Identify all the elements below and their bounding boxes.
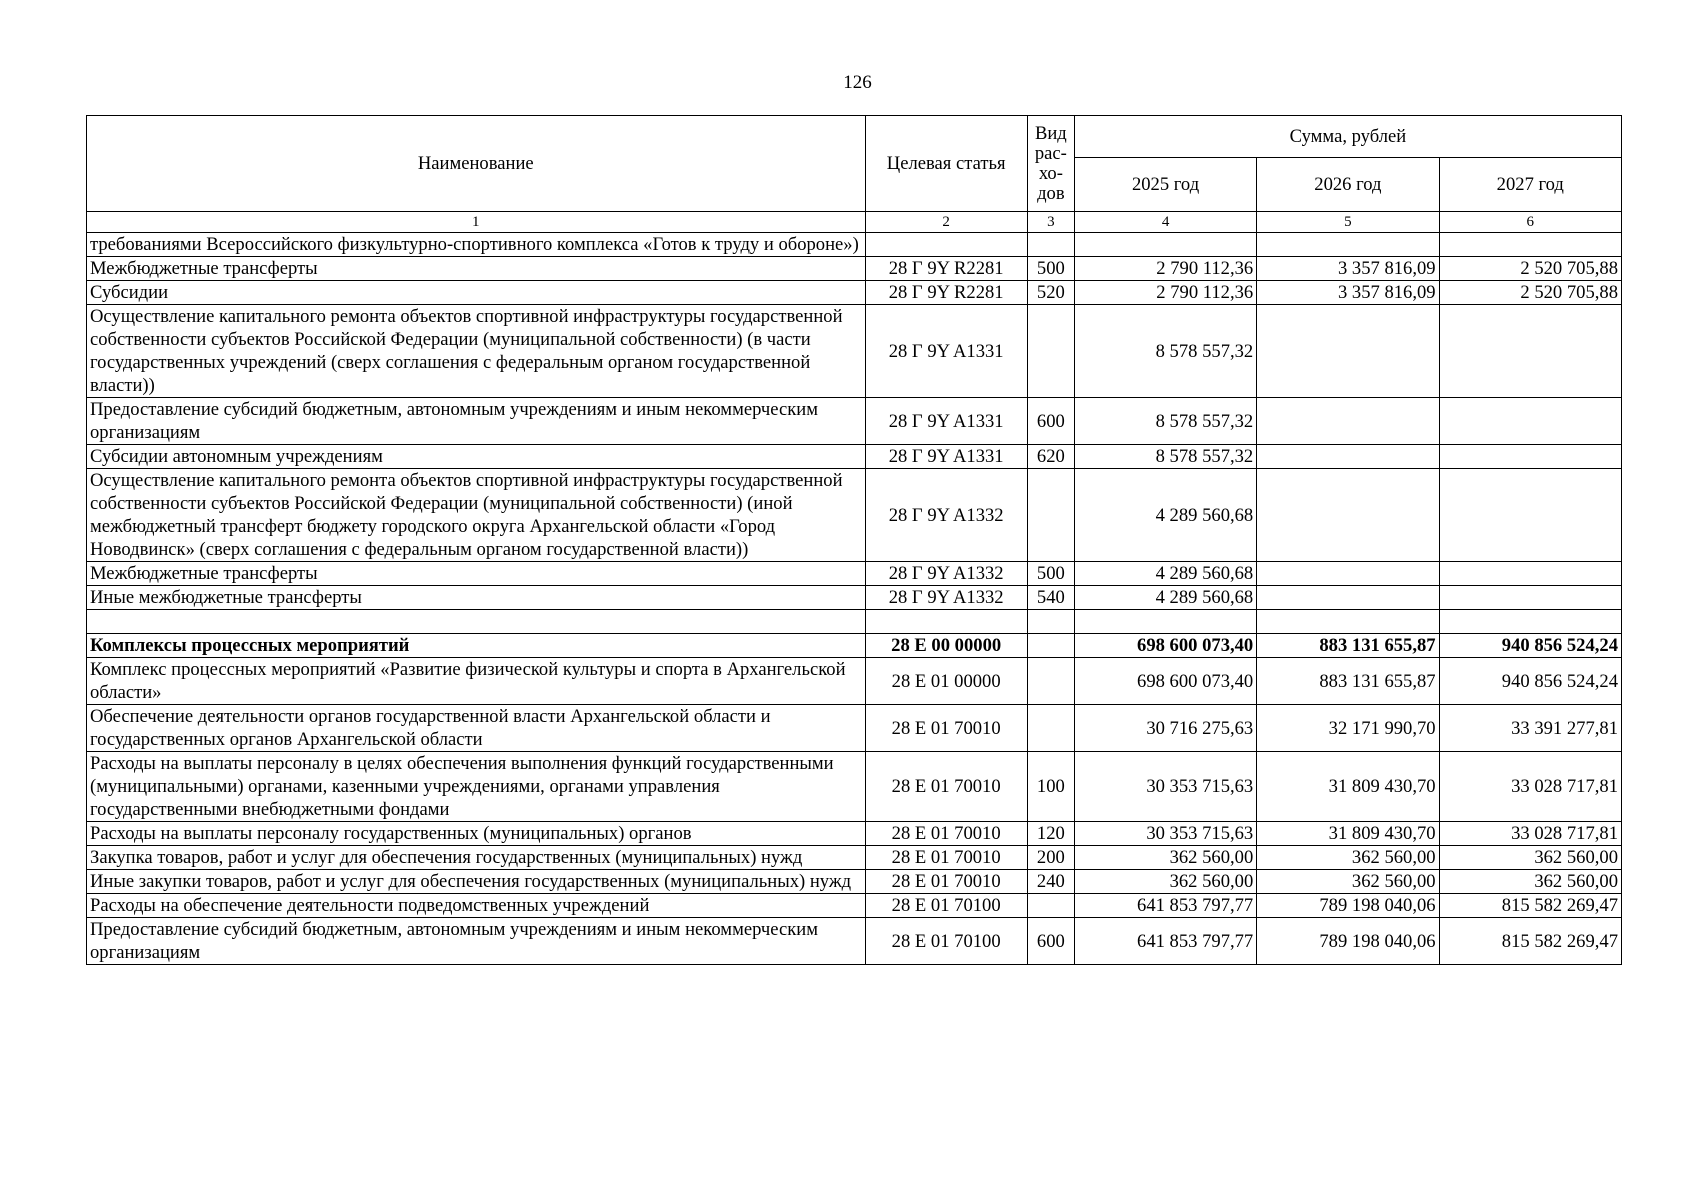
row-amount-2025-cell <box>1074 610 1256 634</box>
row-target-article-cell: 28 Г 9Y A1331 <box>865 398 1027 445</box>
row-expense-kind-cell: 100 <box>1027 752 1074 822</box>
row-amount-2027-cell <box>1439 562 1621 586</box>
row-amount-2025-cell: 641 853 797,77 <box>1074 894 1256 918</box>
table-row <box>87 233 1622 257</box>
row-target-article-cell: 28 Г 9Y A1332 <box>865 469 1027 562</box>
page-number: 126 <box>843 72 872 93</box>
row-expense-kind-cell: 540 <box>1027 586 1074 610</box>
table-row <box>87 918 1622 965</box>
row-target-article-cell: 28 Г 9Y R2281 <box>865 281 1027 305</box>
row-amount-2025-cell: 641 853 797,77 <box>1074 918 1256 965</box>
row-expense-kind-cell: 240 <box>1027 870 1074 894</box>
table-row <box>87 752 1622 822</box>
row-name-cell: Расходы на обеспечение деятельности подведомственных учреждений <box>87 894 866 918</box>
row-amount-2025-cell: 2 790 112,36 <box>1074 257 1256 281</box>
row-amount-2026-cell: 362 560,00 <box>1257 870 1439 894</box>
row-target-article-cell: 28 Е 00 00000 <box>865 634 1027 658</box>
row-amount-2027-cell: 362 560,00 <box>1439 870 1621 894</box>
row-amount-2027-cell <box>1439 610 1621 634</box>
row-target-article-cell: 28 Г 9Y A1331 <box>865 445 1027 469</box>
row-target-article-cell: 28 Е 01 70010 <box>865 870 1027 894</box>
row-expense-kind-cell <box>1027 233 1074 257</box>
header-sum: Сумма, рублей <box>1074 116 1621 158</box>
row-amount-2025-cell: 30 353 715,63 <box>1074 822 1256 846</box>
row-expense-kind-cell: 120 <box>1027 822 1074 846</box>
row-name-cell: Закупка товаров, работ и услуг для обеспечения государственных (муниципальных) нужд <box>87 846 866 870</box>
row-expense-kind-cell <box>1027 894 1074 918</box>
row-target-article-cell: 28 Е 01 70010 <box>865 752 1027 822</box>
row-amount-2027-cell <box>1439 469 1621 562</box>
row-amount-2026-cell: 3 357 816,09 <box>1257 257 1439 281</box>
row-expense-kind-cell: 520 <box>1027 281 1074 305</box>
table-row <box>87 257 1622 281</box>
row-amount-2026-cell: 31 809 430,70 <box>1257 752 1439 822</box>
row-expense-kind-cell <box>1027 305 1074 398</box>
row-amount-2026-cell <box>1257 562 1439 586</box>
row-name-cell: Межбюджетные трансферты <box>87 562 866 586</box>
row-amount-2025-cell: 698 600 073,40 <box>1074 634 1256 658</box>
row-amount-2026-cell: 883 131 655,87 <box>1257 658 1439 705</box>
row-name-cell: Осуществление капитального ремонта объектов спортивной инфраструктуры государственной собственности субъектов Российской Федерации (муниципальной собственности) (иной межбюджетный трансферт бюджету городского округа Архангельской области «Город Новодвинск» (сверх соглашения с федеральным органом государственной власти)) <box>87 469 866 562</box>
row-target-article-cell: 28 Е 01 70010 <box>865 846 1027 870</box>
row-name-cell: Комплекс процессных мероприятий «Развитие физической культуры и спорта в Архангельской области» <box>87 658 866 705</box>
row-amount-2027-cell <box>1439 305 1621 398</box>
row-amount-2026-cell <box>1257 233 1439 257</box>
table-row <box>87 610 1622 634</box>
row-amount-2026-cell <box>1257 445 1439 469</box>
header-expense-kind-line: хо- <box>1038 162 1063 184</box>
row-name-cell: Обеспечение деятельности органов государственной власти Архангельской области и государственных органов Архангельской области <box>87 705 866 752</box>
table-row <box>87 822 1622 846</box>
header-expense-kind-line: Вид <box>1034 122 1067 144</box>
row-amount-2025-cell: 362 560,00 <box>1074 846 1256 870</box>
row-amount-2026-cell: 883 131 655,87 <box>1257 634 1439 658</box>
row-name-cell: Иные межбюджетные трансферты <box>87 586 866 610</box>
header-expense-kind <box>1027 116 1074 212</box>
table-body <box>87 233 1622 965</box>
row-target-article-cell: 28 Е 01 70010 <box>865 705 1027 752</box>
row-target-article-cell: 28 Е 01 70010 <box>865 822 1027 846</box>
row-amount-2025-cell: 8 578 557,32 <box>1074 398 1256 445</box>
table-row <box>87 894 1622 918</box>
row-amount-2027-cell <box>1439 233 1621 257</box>
table-row <box>87 281 1622 305</box>
row-name-cell: Предоставление субсидий бюджетным, автономным учреждениям и иным некоммерческим организациям <box>87 918 866 965</box>
row-name-cell: Иные закупки товаров, работ и услуг для обеспечения государственных (муниципальных) нужд <box>87 870 866 894</box>
row-expense-kind-cell: 200 <box>1027 846 1074 870</box>
header-expense-kind-line: рас- <box>1034 142 1067 164</box>
column-number: 1 <box>87 212 866 233</box>
row-amount-2025-cell <box>1074 233 1256 257</box>
column-number: 3 <box>1027 212 1074 233</box>
row-amount-2026-cell <box>1257 398 1439 445</box>
table-row <box>87 634 1622 658</box>
column-number: 2 <box>865 212 1027 233</box>
row-name-cell: требованиями Всероссийского физкультурно-спортивного комплекса «Готов к труду и обороне») <box>87 233 866 257</box>
row-target-article-cell: 28 Г 9Y A1331 <box>865 305 1027 398</box>
row-expense-kind-cell: 600 <box>1027 918 1074 965</box>
row-expense-kind-cell: 500 <box>1027 257 1074 281</box>
row-name-cell: Расходы на выплаты персоналу в целях обеспечения выполнения функций государственными (муниципальными) органами, казенными учреждениями, органами управления государственными внебюджетными фондами <box>87 752 866 822</box>
row-target-article-cell <box>865 610 1027 634</box>
row-amount-2026-cell <box>1257 610 1439 634</box>
row-amount-2027-cell: 33 028 717,81 <box>1439 822 1621 846</box>
row-expense-kind-cell: 500 <box>1027 562 1074 586</box>
table-row <box>87 305 1622 398</box>
column-number-row <box>87 212 1622 233</box>
row-name-cell: Расходы на выплаты персоналу государственных (муниципальных) органов <box>87 822 866 846</box>
row-amount-2025-cell: 2 790 112,36 <box>1074 281 1256 305</box>
row-target-article-cell <box>865 233 1027 257</box>
row-amount-2027-cell: 940 856 524,24 <box>1439 634 1621 658</box>
row-amount-2025-cell: 30 353 715,63 <box>1074 752 1256 822</box>
table-row <box>87 870 1622 894</box>
row-amount-2027-cell: 362 560,00 <box>1439 846 1621 870</box>
row-amount-2026-cell: 362 560,00 <box>1257 846 1439 870</box>
row-expense-kind-cell <box>1027 634 1074 658</box>
row-amount-2025-cell: 4 289 560,68 <box>1074 469 1256 562</box>
row-amount-2027-cell <box>1439 445 1621 469</box>
row-name-cell: Комплексы процессных мероприятий <box>87 634 866 658</box>
row-amount-2025-cell: 8 578 557,32 <box>1074 445 1256 469</box>
table-row <box>87 398 1622 445</box>
header-expense-kind-line: дов <box>1037 182 1065 204</box>
row-amount-2026-cell: 3 357 816,09 <box>1257 281 1439 305</box>
row-amount-2026-cell: 789 198 040,06 <box>1257 894 1439 918</box>
row-name-cell <box>87 610 866 634</box>
row-amount-2025-cell: 8 578 557,32 <box>1074 305 1256 398</box>
row-amount-2025-cell: 4 289 560,68 <box>1074 586 1256 610</box>
row-target-article-cell: 28 Е 01 70100 <box>865 918 1027 965</box>
row-target-article-cell: 28 Г 9Y A1332 <box>865 586 1027 610</box>
row-expense-kind-cell: 600 <box>1027 398 1074 445</box>
row-amount-2026-cell <box>1257 586 1439 610</box>
table-row <box>87 586 1622 610</box>
row-amount-2027-cell: 33 028 717,81 <box>1439 752 1621 822</box>
row-amount-2027-cell <box>1439 398 1621 445</box>
header-year-2025: 2025 год <box>1074 158 1256 212</box>
table-row <box>87 658 1622 705</box>
header-name: Наименование <box>87 116 866 212</box>
budget-table <box>86 115 1622 965</box>
column-number: 6 <box>1439 212 1621 233</box>
table-row <box>87 445 1622 469</box>
row-amount-2025-cell: 698 600 073,40 <box>1074 658 1256 705</box>
table-row <box>87 846 1622 870</box>
row-amount-2026-cell <box>1257 305 1439 398</box>
row-target-article-cell: 28 Г 9Y A1332 <box>865 562 1027 586</box>
row-target-article-cell: 28 Е 01 00000 <box>865 658 1027 705</box>
row-target-article-cell: 28 Г 9Y R2281 <box>865 257 1027 281</box>
column-number: 4 <box>1074 212 1256 233</box>
header-year-2027: 2027 год <box>1439 158 1621 212</box>
row-amount-2025-cell: 30 716 275,63 <box>1074 705 1256 752</box>
table-row <box>87 562 1622 586</box>
row-amount-2025-cell: 4 289 560,68 <box>1074 562 1256 586</box>
row-amount-2026-cell: 789 198 040,06 <box>1257 918 1439 965</box>
row-expense-kind-cell <box>1027 469 1074 562</box>
row-amount-2027-cell <box>1439 586 1621 610</box>
row-expense-kind-cell <box>1027 658 1074 705</box>
column-number: 5 <box>1257 212 1439 233</box>
row-name-cell: Субсидии <box>87 281 866 305</box>
row-name-cell: Межбюджетные трансферты <box>87 257 866 281</box>
row-name-cell: Предоставление субсидий бюджетным, автономным учреждениям и иным некоммерческим организациям <box>87 398 866 445</box>
row-amount-2027-cell: 940 856 524,24 <box>1439 658 1621 705</box>
row-amount-2026-cell <box>1257 469 1439 562</box>
row-expense-kind-cell: 620 <box>1027 445 1074 469</box>
row-amount-2025-cell: 362 560,00 <box>1074 870 1256 894</box>
header-target-article: Целевая статья <box>865 116 1027 212</box>
row-amount-2027-cell: 2 520 705,88 <box>1439 281 1621 305</box>
row-target-article-cell: 28 Е 01 70100 <box>865 894 1027 918</box>
row-amount-2026-cell: 31 809 430,70 <box>1257 822 1439 846</box>
row-amount-2027-cell: 33 391 277,81 <box>1439 705 1621 752</box>
table-row <box>87 705 1622 752</box>
header-year-2026: 2026 год <box>1257 158 1439 212</box>
row-amount-2027-cell: 2 520 705,88 <box>1439 257 1621 281</box>
row-amount-2026-cell: 32 171 990,70 <box>1257 705 1439 752</box>
row-expense-kind-cell <box>1027 610 1074 634</box>
row-expense-kind-cell <box>1027 705 1074 752</box>
row-name-cell: Осуществление капитального ремонта объектов спортивной инфраструктуры государственной собственности субъектов Российской Федерации (муниципальной собственности) (в части государственных учреждений (сверх соглашения с федеральным органом государственной власти)) <box>87 305 866 398</box>
table-row <box>87 469 1622 562</box>
row-name-cell: Субсидии автономным учреждениям <box>87 445 866 469</box>
row-amount-2027-cell: 815 582 269,47 <box>1439 918 1621 965</box>
row-amount-2027-cell: 815 582 269,47 <box>1439 894 1621 918</box>
